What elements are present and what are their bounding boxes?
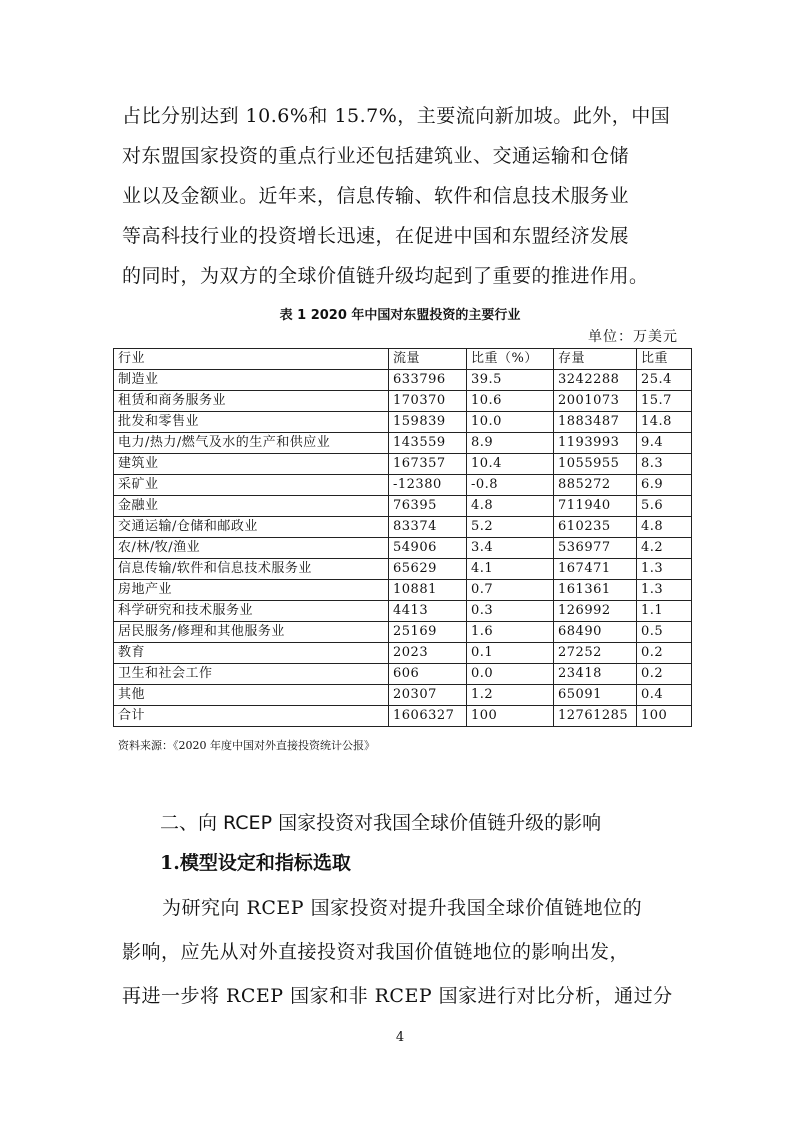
cell-stock-ratio: 4.2	[637, 538, 692, 559]
cell-industry: 信息传输/软件和信息技术服务业	[114, 559, 389, 580]
cell-flow: 76395	[389, 496, 467, 517]
table-row	[114, 622, 692, 643]
table-row	[114, 370, 692, 391]
cell-flow: 633796	[389, 370, 467, 391]
cell-flow: 606	[389, 664, 467, 685]
cell-stock-ratio: 5.6	[637, 496, 692, 517]
cell-industry: 制造业	[114, 370, 389, 391]
cell-flow-ratio: -0.8	[467, 475, 554, 496]
header-flow-ratio: 比重（%）	[467, 349, 554, 370]
cell-industry: 教育	[114, 643, 389, 664]
cell-stock: 27252	[554, 643, 637, 664]
header-flow: 流量	[389, 349, 467, 370]
paragraph-line: 为研究向 RCEP 国家投资对提升我国全球价值链地位的	[162, 897, 643, 919]
table-row	[114, 601, 692, 622]
cell-stock: 1055955	[554, 454, 637, 475]
cell-industry: 合计	[114, 706, 389, 727]
cell-stock: 711940	[554, 496, 637, 517]
cell-stock-ratio: 0.2	[637, 643, 692, 664]
paragraph-line: 占比分别达到 10.6%和 15.7%，主要流向新加坡。此外，中国	[122, 105, 671, 127]
header-stock: 存量	[554, 349, 637, 370]
cell-flow-ratio: 3.4	[467, 538, 554, 559]
cell-stock-ratio: 25.4	[637, 370, 692, 391]
paragraph-line: 对东盟国家投资的重点行业还包括建筑业、交通运输和仓储	[122, 145, 630, 167]
cell-stock-ratio: 1.3	[637, 559, 692, 580]
table-row	[114, 664, 692, 685]
table-body	[114, 370, 692, 727]
section-heading: 二、向 RCEP 国家投资对我国全球价值链升级的影响	[160, 812, 602, 834]
cell-flow: 4413	[389, 601, 467, 622]
cell-flow-ratio: 1.2	[467, 685, 554, 706]
paragraph-line: 业以及金额业。近年来，信息传输、软件和信息技术服务业	[122, 185, 630, 207]
cell-stock-ratio: 8.3	[637, 454, 692, 475]
cell-flow: 170370	[389, 391, 467, 412]
cell-flow: 25169	[389, 622, 467, 643]
table-row	[114, 412, 692, 433]
cell-flow-ratio: 0.3	[467, 601, 554, 622]
paragraph-line: 等高科技行业的投资增长迅速，在促进中国和东盟经济发展	[122, 225, 630, 247]
cell-flow: 2023	[389, 643, 467, 664]
cell-flow-ratio: 100	[467, 706, 554, 727]
cell-flow-ratio: 10.6	[467, 391, 554, 412]
cell-stock-ratio: 4.8	[637, 517, 692, 538]
cell-industry: 科学研究和技术服务业	[114, 601, 389, 622]
table-source-note: 资料来源：《2020 年度中国对外直接投资统计公报》	[118, 739, 375, 752]
cell-flow: 1606327	[389, 706, 467, 727]
cell-industry: 房地产业	[114, 580, 389, 601]
cell-stock-ratio: 14.8	[637, 412, 692, 433]
cell-flow-ratio: 10.4	[467, 454, 554, 475]
cell-flow-ratio: 8.9	[467, 433, 554, 454]
cell-stock: 536977	[554, 538, 637, 559]
table-row	[114, 517, 692, 538]
cell-stock-ratio: 1.1	[637, 601, 692, 622]
industry-investment-table	[113, 348, 692, 727]
cell-industry: 其他	[114, 685, 389, 706]
cell-industry: 居民服务/修理和其他服务业	[114, 622, 389, 643]
cell-stock: 12761285	[554, 706, 637, 727]
table-row	[114, 538, 692, 559]
cell-flow: 20307	[389, 685, 467, 706]
paragraph-line: 的同时，为双方的全球价值链升级均起到了重要的推进作用。	[122, 265, 649, 287]
table-row	[114, 706, 692, 727]
cell-flow: -12380	[389, 475, 467, 496]
cell-industry: 交通运输/仓储和邮政业	[114, 517, 389, 538]
cell-stock-ratio: 9.4	[637, 433, 692, 454]
header-industry: 行业	[114, 349, 389, 370]
paragraph-line: 影响，应先从对外直接投资对我国价值链地位的影响出发，	[122, 941, 630, 963]
cell-flow: 159839	[389, 412, 467, 433]
cell-stock: 68490	[554, 622, 637, 643]
cell-flow-ratio: 5.2	[467, 517, 554, 538]
cell-flow: 143559	[389, 433, 467, 454]
table-row	[114, 454, 692, 475]
cell-industry: 农/林/牧/渔业	[114, 538, 389, 559]
intro-paragraph	[122, 96, 692, 296]
cell-flow-ratio: 4.1	[467, 559, 554, 580]
cell-flow: 83374	[389, 517, 467, 538]
cell-flow: 65629	[389, 559, 467, 580]
cell-stock-ratio: 15.7	[637, 391, 692, 412]
table-row	[114, 496, 692, 517]
table-row	[114, 559, 692, 580]
cell-industry: 租赁和商务服务业	[114, 391, 389, 412]
cell-industry: 采矿业	[114, 475, 389, 496]
cell-stock: 161361	[554, 580, 637, 601]
cell-stock: 3242288	[554, 370, 637, 391]
sub-heading: 1.模型设定和指标选取	[160, 852, 351, 874]
cell-flow-ratio: 10.0	[467, 412, 554, 433]
table-row	[114, 475, 692, 496]
cell-stock-ratio: 0.4	[637, 685, 692, 706]
cell-stock: 610235	[554, 517, 637, 538]
table-row	[114, 433, 692, 454]
cell-stock: 126992	[554, 601, 637, 622]
cell-flow: 54906	[389, 538, 467, 559]
table-row	[114, 643, 692, 664]
cell-stock: 885272	[554, 475, 637, 496]
cell-industry: 电力/热力/燃气及水的生产和供应业	[114, 433, 389, 454]
cell-flow: 10881	[389, 580, 467, 601]
cell-stock-ratio: 100	[637, 706, 692, 727]
cell-stock: 1193993	[554, 433, 637, 454]
cell-flow-ratio: 1.6	[467, 622, 554, 643]
cell-industry: 金融业	[114, 496, 389, 517]
cell-stock: 23418	[554, 664, 637, 685]
body-paragraph	[122, 886, 692, 1018]
paragraph-line: 再进一步将 RCEP 国家和非 RCEP 国家进行对比分析，通过分	[122, 985, 673, 1007]
cell-flow: 167357	[389, 454, 467, 475]
cell-flow-ratio: 0.0	[467, 664, 554, 685]
cell-stock-ratio: 0.5	[637, 622, 692, 643]
cell-stock-ratio: 1.3	[637, 580, 692, 601]
cell-flow-ratio: 4.8	[467, 496, 554, 517]
cell-stock: 1883487	[554, 412, 637, 433]
page-number: 4	[395, 1030, 405, 1045]
table-caption: 表 1 2020 年中国对东盟投资的主要行业	[279, 308, 521, 323]
cell-stock: 65091	[554, 685, 637, 706]
table-unit: 单位：万美元	[588, 329, 678, 345]
table-row	[114, 685, 692, 706]
cell-industry: 建筑业	[114, 454, 389, 475]
cell-flow-ratio: 0.7	[467, 580, 554, 601]
header-stock-ratio: 比重	[637, 349, 692, 370]
cell-industry: 卫生和社会工作	[114, 664, 389, 685]
cell-flow-ratio: 0.1	[467, 643, 554, 664]
table-row	[114, 580, 692, 601]
cell-flow-ratio: 39.5	[467, 370, 554, 391]
cell-stock: 2001073	[554, 391, 637, 412]
cell-stock: 167471	[554, 559, 637, 580]
cell-stock-ratio: 6.9	[637, 475, 692, 496]
cell-stock-ratio: 0.2	[637, 664, 692, 685]
cell-industry: 批发和零售业	[114, 412, 389, 433]
table-row	[114, 391, 692, 412]
table-header-row	[114, 349, 692, 370]
